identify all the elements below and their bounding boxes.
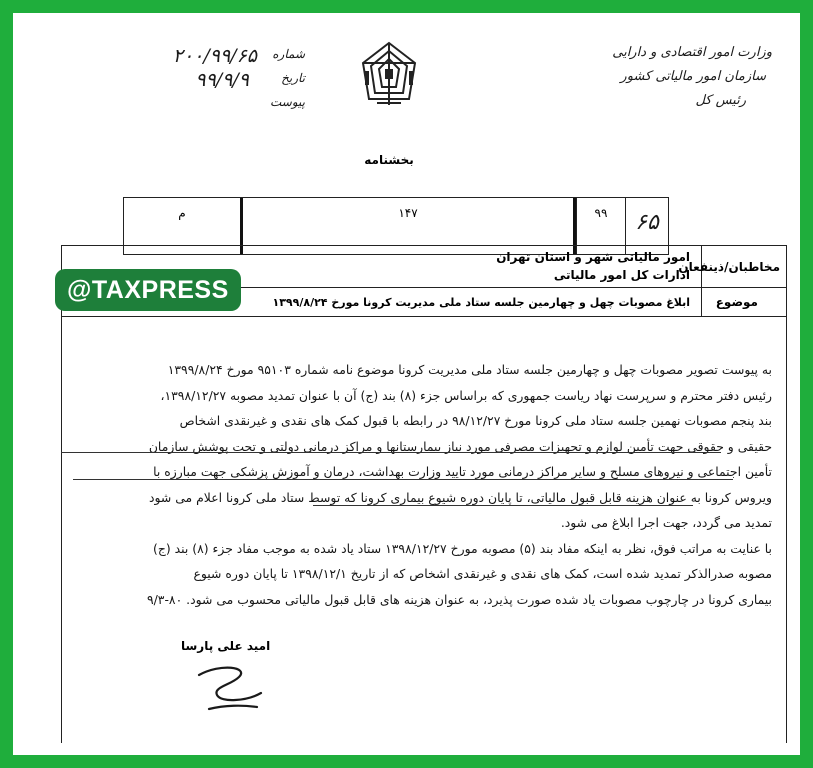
date-row [85, 69, 305, 93]
number-row [85, 45, 305, 69]
letter-page [13, 13, 800, 755]
letterhead [612, 41, 772, 113]
attachment-label: پیوست [270, 95, 305, 109]
body-line: ویروس کرونا به عنوان هزینه قابل قبول مالیاتی، تا پایان دوره شیوع بیماری کرونا که توسط ستاد ملی کرونا اعلام می شود [148, 489, 772, 505]
body-line: بند پنجم مصوبات نهمین جلسه ستاد ملی کرونا مورخ ۹۸/۱۲/۲۷ در رابطه با قبول کمک های نقدی و غیرنقدی اشخاص [179, 413, 772, 428]
addressee-line-1: امور مالیاتی شهر و استان تهران [496, 250, 690, 264]
body-line: به پیوست تصویر مصوبات چهل و چهارمین جلسه ستاد ملی مدیریت کرونا موضوع نامه شماره ۹۵۱۰۳ مورخ ۱۳۹۹/۸/۲۴ [167, 362, 772, 377]
body-line: تأمین اجتماعی و نیروهای مسلح و سایر مراکز درمانی مورد تایید وزارت بهداشت، درمان و آموزش پزشکی جهت مبارزه با [153, 464, 772, 479]
header-label-divider [701, 246, 702, 316]
body-line: با عنایت به مراتب فوق، نظر به اینکه مفاد بند (۵) مصوبه مورخ ۱۳۹۸/۱۲/۲۷ ستاد یاد شده به موجب مفاد جزء (۸) بند (ج) [153, 540, 772, 556]
body-line: حقیقی و حقوقی جهت تأمین لوازم و تجهیزات مصرفی مورد نیاز بیمارستانها و مراکز درمانی دولتی و تحت پوشش سازمان [148, 438, 772, 454]
reference-cell: ۹۹ [576, 198, 625, 254]
emblem-logo [359, 41, 419, 107]
reference-cell: م [178, 206, 186, 220]
signature-mark [191, 657, 271, 715]
organization-name: سازمان امور مالیاتی کشور [620, 69, 766, 84]
body-line: تمدید می گردد، جهت اجرا ابلاغ می شود. [560, 515, 772, 530]
date-label: تاریخ [281, 71, 305, 85]
subject-text: ابلاغ مصوبات چهل و چهارمین جلسه ستاد ملی مدیریت کرونا مورخ ۱۳۹۹/۸/۲۴ [272, 296, 690, 309]
addressee-line-2: ادارات کل امور مالیاتی [553, 268, 690, 282]
reference-cell: ۱۴۷ [240, 198, 576, 254]
addressees-label: مخاطبان/ذینفعان [678, 260, 780, 274]
document-type: بخشنامه [364, 153, 414, 167]
ministry-name: وزارت امور اقتصادی و دارایی [612, 45, 772, 60]
body-line: مصوبه صدرالذکر تمدید شده است، کمک های نقدی و غیرنقدی اشخاص که از تاریخ ۱۳۹۸/۱۲/۱ تا پایان دوره شیوع [193, 566, 772, 581]
office-title: رئیس کل [695, 93, 746, 108]
subject-label: موضوع [715, 295, 758, 309]
date-value: ۹۹/۹/۹ [195, 69, 249, 91]
attachment-row [85, 93, 305, 117]
underline-mark [73, 479, 733, 480]
number-label: شماره [272, 47, 305, 61]
underline-mark [313, 505, 693, 506]
body-line: بیماری کرونا در چارچوب مصوبات یاد شده صورت پذیرد، به عنوان هزینه های قابل قبول مالیاتی محسوب می شود. ۸۰-۹/۳ [146, 591, 772, 607]
reference-cell: ۶۵ [625, 198, 668, 254]
body-text [72, 357, 772, 612]
number-value: ۲۰۰/۹۹/۶۵ [172, 45, 257, 67]
underline-mark [61, 452, 721, 453]
letter-meta [85, 45, 305, 117]
body-line: رئیس دفتر محترم و سرپرست نهاد ریاست جمهوری که براساس جزء (۸) بند (ج) آن با عنوان تمدید مصوبه ۱۳۹۸/۱۲/۲۷، [160, 387, 772, 403]
watermark-badge: @TAXPRESS [55, 269, 241, 311]
signatory-name: امید علی پارسا [181, 639, 271, 653]
